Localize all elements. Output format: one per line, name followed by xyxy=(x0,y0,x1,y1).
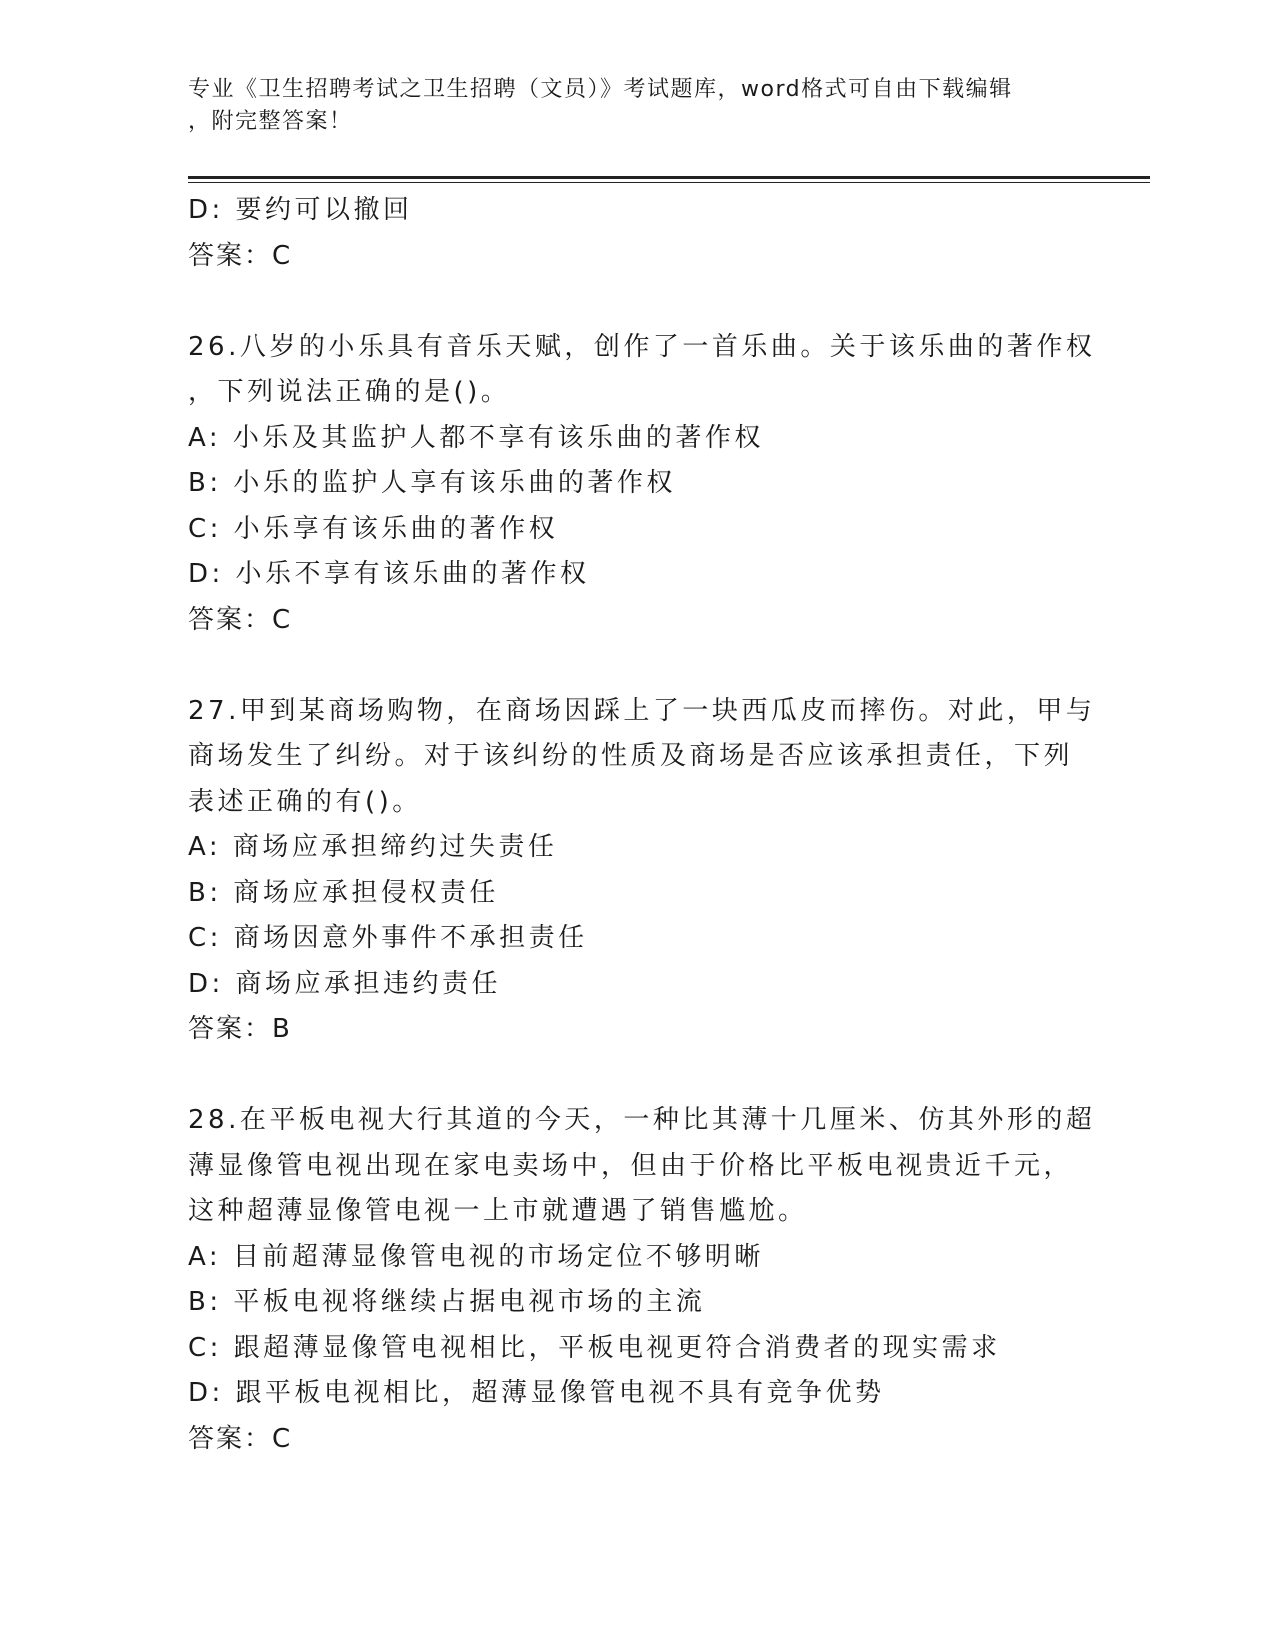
option-d: D: 商场应承担违约责任 xyxy=(188,968,502,999)
question-stem-line: ，下列说法正确的是()。 xyxy=(188,377,511,407)
answer-line: 答案：B xyxy=(188,1014,292,1044)
option-b: B: 商场应承担侵权责任 xyxy=(188,877,499,908)
option-c: C: 商场因意外事件不承担责任 xyxy=(188,923,588,953)
header-divider-thick xyxy=(188,176,1150,179)
option-a: A: 目前超薄显像管电视的市场定位不够明晰 xyxy=(188,1241,764,1272)
option-a: A: 小乐及其监护人都不享有该乐曲的著作权 xyxy=(188,422,764,453)
option-a: A: 商场应承担缔约过失责任 xyxy=(188,832,558,862)
answer-line: 答案：C xyxy=(188,240,293,271)
question-stem-line: 表述正确的有()。 xyxy=(188,786,422,817)
question-stem-line: 27.甲到某商场购物，在商场因踩上了一块西瓜皮而摔伤。对此，甲与 xyxy=(188,695,1096,726)
option-c: C: 小乐享有该乐曲的著作权 xyxy=(188,513,559,544)
question-stem-line: 薄显像管电视出现在家电卖场中，但由于价格比平板电视贵近千元， xyxy=(188,1150,1074,1181)
option-d: D: 小乐不享有该乐曲的著作权 xyxy=(188,559,590,589)
header-line-1: 专业《卫生招聘考试之卫生招聘（文员）》考试题库，word格式可自由下载编辑 xyxy=(188,77,1013,102)
question-28 xyxy=(188,1098,1096,1462)
header-line-2: ，附完整答案！ xyxy=(188,109,353,134)
option-d: D: 跟平板电视相比，超薄显像管电视不具有竞争优势 xyxy=(188,1378,885,1408)
spacer xyxy=(188,643,1088,689)
answer-line: 答案：C xyxy=(188,604,293,635)
question-27 xyxy=(188,689,1096,1053)
spacer xyxy=(188,1053,1088,1099)
answer-line: 答案：C xyxy=(188,1423,293,1454)
question-stem-line: 26.八岁的小乐具有音乐天赋，创作了一首乐曲。关于该乐曲的著作权 xyxy=(188,331,1096,362)
question-stem-line: 28.在平板电视大行其道的今天，一种比其薄十几厘米、仿其外形的超 xyxy=(188,1105,1096,1135)
question-stem-line: 商场发生了纠纷。对于该纠纷的性质及商场是否应该承担责任，下列 xyxy=(188,741,1074,771)
option-b: B: 小乐的监护人享有该乐曲的著作权 xyxy=(188,468,676,498)
header-divider-thin xyxy=(188,182,1150,183)
document-header xyxy=(188,74,1088,138)
option-d: D: 要约可以撤回 xyxy=(188,195,413,225)
question-list xyxy=(188,188,1096,1462)
option-c: C: 跟超薄显像管电视相比，平板电视更符合消费者的现实需求 xyxy=(188,1332,1001,1363)
previous-question-tail xyxy=(188,188,1088,279)
question-26 xyxy=(188,325,1096,644)
spacer xyxy=(188,279,1088,325)
question-stem-line: 这种超薄显像管电视一上市就遭遇了销售尴尬。 xyxy=(188,1196,808,1226)
option-b: B: 平板电视将继续占据电视市场的主流 xyxy=(188,1287,706,1317)
